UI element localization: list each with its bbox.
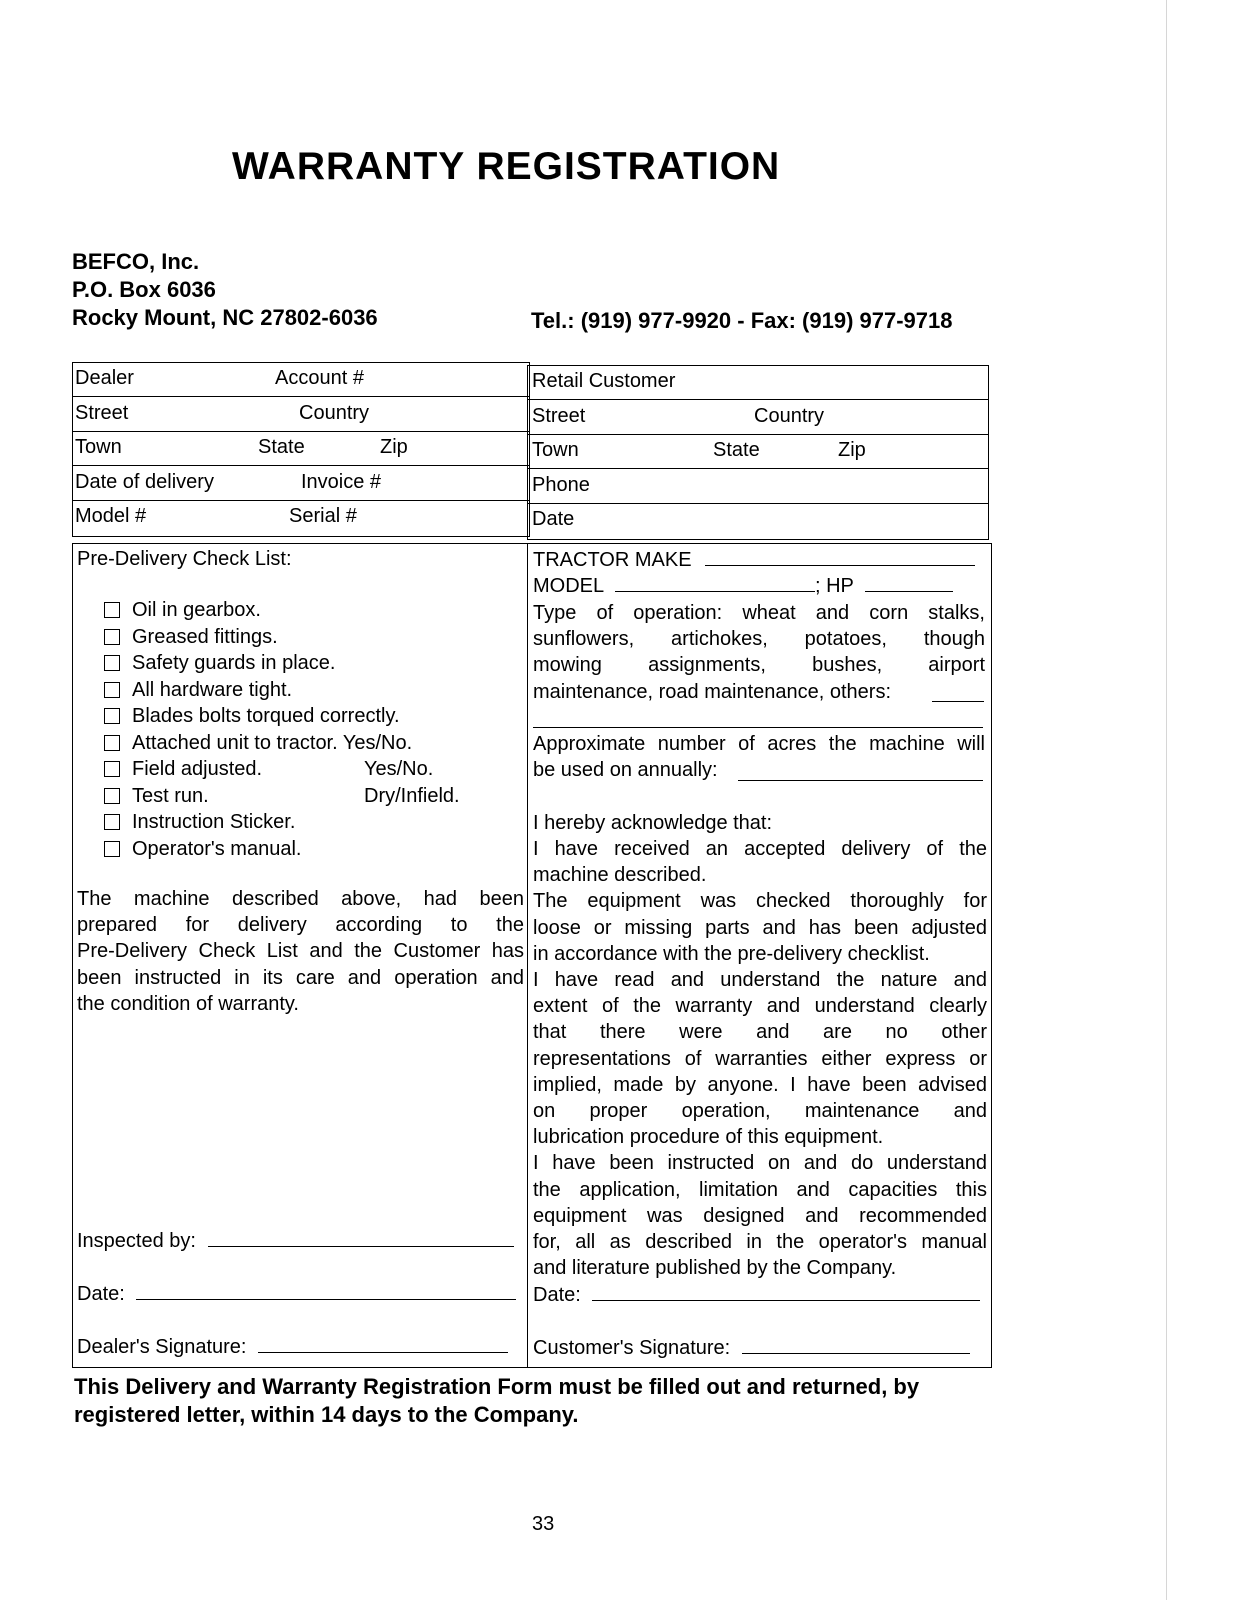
checkbox-icon[interactable] <box>104 814 120 830</box>
customer-info-box <box>527 365 989 540</box>
company-po-box: P.O. Box 6036 <box>72 277 216 302</box>
company-name: BEFCO, Inc. <box>72 249 200 274</box>
paragraph-line: Approximate number of acres the machine will <box>533 733 985 755</box>
company-address <box>72 248 378 332</box>
dealer-field-label: Model # <box>75 505 147 528</box>
customer-field-label: Zip <box>838 439 866 462</box>
checklist-heading: Pre-Delivery Check List: <box>77 548 292 570</box>
customer-date-label: Date: <box>533 1284 581 1306</box>
dealer-date-field[interactable] <box>77 1281 516 1308</box>
checklist-item-label: Safety guards in place. <box>132 652 336 674</box>
company-contact: Tel.: (919) 977-9920 - Fax: (919) 977-9718 <box>531 308 953 333</box>
dealer-signature-line[interactable] <box>258 1334 508 1353</box>
dealer-field-label: Account # <box>275 367 364 389</box>
customer-row[interactable] <box>528 470 988 504</box>
dealer-field-label: Date of delivery <box>75 470 214 493</box>
customer-signature-label: Customer's Signature: <box>533 1337 731 1359</box>
return-notice-line: registered letter, within 14 days to the Company. <box>74 1402 579 1427</box>
tractor-model-line[interactable] <box>615 573 815 592</box>
dealer-row[interactable] <box>73 432 529 466</box>
checklist-item-option: Dry/Infield. <box>364 784 460 807</box>
dealer-row[interactable] <box>73 363 529 397</box>
checkbox-icon[interactable] <box>104 708 120 724</box>
operation-others-line[interactable] <box>932 683 984 702</box>
dealer-field-label: Zip <box>380 436 408 459</box>
dealer-field-label: Town <box>75 436 122 459</box>
customer-field-label: Street <box>532 404 586 427</box>
company-city: Rocky Mount, NC 27802-6036 <box>72 305 378 330</box>
paragraph-line: and literature published by the Company. <box>533 1257 897 1280</box>
customer-field-label: Phone <box>532 473 590 496</box>
paragraph-line: that there were and are no other <box>533 1021 987 1044</box>
paragraph-line: Pre-Delivery Check List and the Customer has <box>77 940 524 963</box>
customer-row[interactable] <box>528 366 988 400</box>
checkbox-icon[interactable] <box>104 788 120 804</box>
customer-field-label: Retail Customer <box>532 370 676 392</box>
paragraph-line: been instructed in its care and operation and <box>77 966 524 989</box>
paragraph-line: equipment was designed and recommended <box>533 1204 987 1227</box>
paragraph-line: extent of the warranty and understand clearly <box>533 995 987 1018</box>
customer-field-label: Country <box>754 404 825 427</box>
checkbox-icon[interactable] <box>104 761 120 777</box>
checklist-item-label: Field adjusted. <box>132 758 263 780</box>
scan-edge-line <box>1166 0 1167 1600</box>
tractor-model-field[interactable] <box>533 573 953 600</box>
customer-date-field[interactable] <box>533 1282 980 1309</box>
tractor-make-line[interactable] <box>705 547 975 566</box>
checklist-item[interactable] <box>104 809 460 836</box>
checkbox-icon[interactable] <box>104 841 120 857</box>
dealer-date-label: Date: <box>77 1283 125 1305</box>
paragraph-line: sunflowers, artichokes, potatoes, though <box>533 628 985 651</box>
customer-row[interactable] <box>528 504 988 538</box>
paragraph-line: The machine described above, had been <box>77 888 524 910</box>
checklist-item[interactable] <box>104 836 460 863</box>
paragraph-line: Type of operation: wheat and corn stalks, <box>533 602 985 624</box>
checklist-item-label: Attached unit to tractor. Yes/No. <box>132 731 413 754</box>
tractor-model-label: MODEL <box>533 575 604 597</box>
customer-row[interactable] <box>528 401 988 435</box>
dealer-field-label: Country <box>299 401 370 424</box>
customer-field-label: Town <box>532 439 579 462</box>
paragraph-line: I have read and understand the nature and <box>533 969 987 991</box>
checklist-item[interactable] <box>104 783 460 810</box>
paragraph-line: in accordance with the pre-delivery checklist. <box>533 942 930 965</box>
section-divider <box>527 543 528 1368</box>
tractor-hp-label: ; HP <box>814 575 854 597</box>
paragraph-line: be used on annually: <box>533 759 718 782</box>
acres-line[interactable] <box>738 762 983 781</box>
dealer-row[interactable] <box>73 501 529 535</box>
checklist <box>104 597 460 862</box>
checklist-item-label: Oil in gearbox. <box>132 599 261 621</box>
dealer-signature-field[interactable] <box>77 1334 508 1361</box>
paragraph-line: prepared for delivery according to the <box>77 914 524 937</box>
checklist-item-label: Instruction Sticker. <box>132 811 296 833</box>
checklist-item[interactable] <box>104 730 460 757</box>
paragraph-line: machine described. <box>533 864 707 887</box>
customer-signature-line[interactable] <box>742 1335 970 1354</box>
checklist-item[interactable] <box>104 703 460 730</box>
checklist-item-label: Blades bolts torqued correctly. <box>132 705 400 727</box>
return-notice <box>74 1373 919 1429</box>
checklist-item-option: Yes/No. <box>364 758 434 780</box>
paragraph-line: implied, made by anyone. I have been advised <box>533 1073 987 1096</box>
checkbox-icon[interactable] <box>104 629 120 645</box>
customer-field-label: State <box>713 439 760 462</box>
return-notice-line: This Delivery and Warranty Registration Form must be filled out and returned, by <box>74 1374 920 1399</box>
checkbox-icon[interactable] <box>104 602 120 618</box>
page-number: 33 <box>532 1513 555 1535</box>
dealer-field-label: Invoice # <box>301 470 382 493</box>
checklist-item[interactable] <box>104 756 460 783</box>
paragraph-line: the condition of warranty. <box>77 992 299 1015</box>
paragraph-line: mowing assignments, bushes, airport <box>533 654 985 677</box>
paragraph-line: lubrication procedure of this equipment. <box>533 1126 884 1149</box>
paragraph-line: representations of warranties either express or <box>533 1047 987 1070</box>
customer-date-line[interactable] <box>592 1282 980 1301</box>
paragraph-line: I have received an accepted delivery of the <box>533 838 987 860</box>
inspected-by-line[interactable] <box>208 1228 514 1247</box>
dealer-info-box <box>72 362 530 537</box>
customer-row[interactable] <box>528 435 988 469</box>
checklist-item-label: All hardware tight. <box>132 678 293 701</box>
tractor-make-field[interactable] <box>533 547 975 574</box>
tractor-hp-line[interactable] <box>865 573 953 592</box>
paragraph-line: maintenance, road maintenance, others: <box>533 680 891 703</box>
checklist-item[interactable] <box>104 677 460 704</box>
checkbox-icon[interactable] <box>104 655 120 671</box>
dealer-field-label: Dealer <box>75 367 134 389</box>
tractor-make-label: TRACTOR MAKE <box>533 549 692 571</box>
paragraph-line: on proper operation, maintenance and <box>533 1100 987 1122</box>
checkbox-icon[interactable] <box>104 682 120 698</box>
paragraph-line: the application, limitation and capacities this <box>533 1178 987 1201</box>
checklist-item[interactable] <box>104 597 460 624</box>
checklist-item[interactable] <box>104 650 460 677</box>
inspected-by-label: Inspected by: <box>77 1230 196 1252</box>
dealer-signature-label: Dealer's Signature: <box>77 1336 247 1358</box>
checklist-item[interactable] <box>104 624 460 651</box>
paragraph-line: I have been instructed on and do understand <box>533 1152 987 1175</box>
checkbox-icon[interactable] <box>104 735 120 751</box>
page-title: WARRANTY REGISTRATION <box>232 145 781 188</box>
operation-extra-line[interactable] <box>533 709 983 728</box>
dealer-field-label: Street <box>75 401 129 424</box>
paragraph-line: loose or missing parts and has been adjusted <box>533 916 987 939</box>
checklist-item-label: Operator's manual. <box>132 837 302 860</box>
dealer-date-line[interactable] <box>136 1281 516 1300</box>
checklist-item-label: Test run. <box>132 784 209 807</box>
inspected-by-field[interactable] <box>77 1228 514 1255</box>
customer-signature-field[interactable] <box>533 1335 970 1362</box>
dealer-row[interactable] <box>73 467 529 501</box>
dealer-row[interactable] <box>73 398 529 432</box>
paragraph-line: for, all as described in the operator's manual <box>533 1231 987 1253</box>
customer-field-label: Date <box>532 508 575 531</box>
checklist-item-label: Greased fittings. <box>132 625 278 648</box>
dealer-field-label: Serial # <box>289 505 357 528</box>
acknowledgement-intro: I hereby acknowledge that: <box>533 812 773 834</box>
paragraph-line: The equipment was checked thoroughly for <box>533 890 987 913</box>
dealer-field-label: State <box>258 436 305 459</box>
